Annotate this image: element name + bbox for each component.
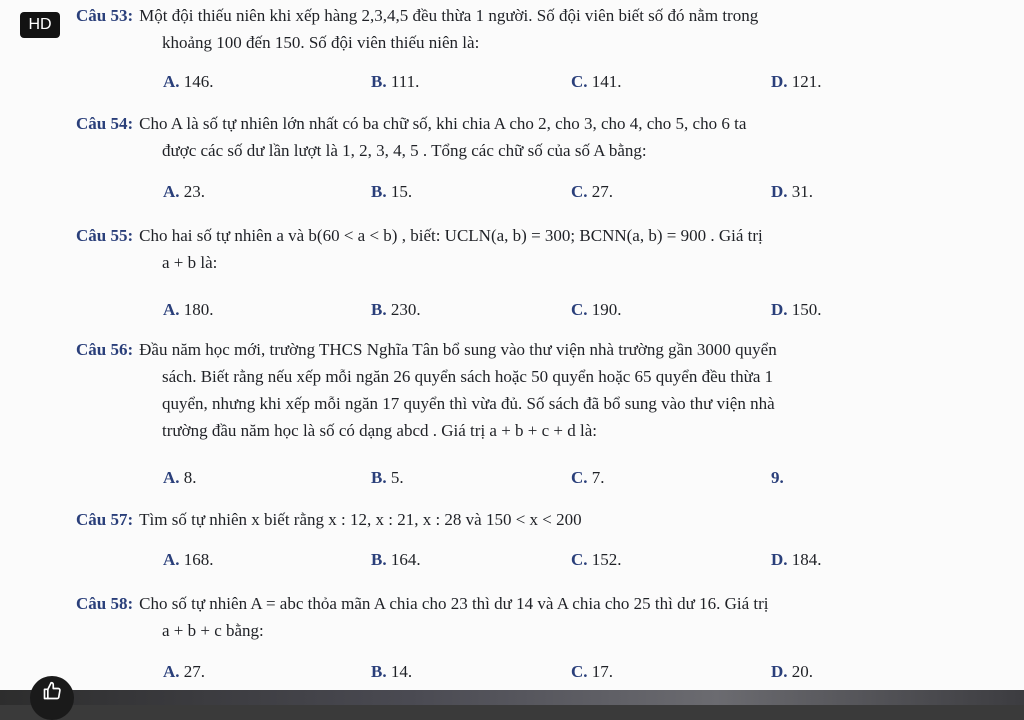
thumbs-up-icon (42, 681, 62, 701)
option-c[interactable]: C. 152. (571, 550, 622, 569)
option-c[interactable]: C. 190. (571, 300, 622, 319)
answer-options-56 (163, 468, 923, 490)
option-d[interactable]: 9. (771, 468, 784, 487)
answer-options-54 (163, 182, 923, 204)
option-b[interactable]: B. 14. (371, 662, 413, 681)
hd-badge: HD (20, 12, 60, 38)
option-d[interactable]: D. 20. (771, 662, 814, 681)
question-text: Cho số tự nhiên A = abc thỏa mãn A chia cho 23 thì dư 14 và A chia cho 25 thì dư 16. Giá trị (139, 594, 769, 613)
option-a[interactable]: A. 23. (163, 182, 206, 201)
option-b[interactable]: B. 15. (371, 182, 413, 201)
question-number: Câu 55: (76, 226, 134, 245)
option-a[interactable]: A. 180. (163, 300, 214, 319)
answer-options-57 (163, 550, 923, 572)
option-a[interactable]: A. 8. (163, 468, 197, 487)
question-54 (76, 110, 981, 164)
option-b[interactable]: B. 230. (371, 300, 421, 319)
like-button[interactable] (30, 676, 74, 720)
option-b[interactable]: B. 5. (371, 468, 404, 487)
question-text: a + b là: (162, 253, 218, 272)
question-text: trường đầu năm học là số có dạng abcd . Giá trị a + b + c + d là: (162, 421, 598, 440)
question-number: Câu 53: (76, 6, 134, 25)
option-c[interactable]: C. 7. (571, 468, 605, 487)
question-53 (76, 2, 981, 56)
question-text: được các số dư lần lượt là 1, 2, 3, 4, 5 . Tổng các chữ số của số A bằng: (162, 141, 647, 160)
question-57 (76, 506, 981, 533)
answer-options-53 (163, 72, 923, 94)
question-number: Câu 58: (76, 594, 134, 613)
question-text: khoảng 100 đến 150. Số đội viên thiếu niên là: (162, 33, 480, 52)
option-a[interactable]: A. 27. (163, 662, 206, 681)
question-text: Một đội thiếu niên khi xếp hàng 2,3,4,5 đều thừa 1 người. Số đội viên biết số đó nằm trong (139, 6, 759, 25)
option-d[interactable]: D. 121. (771, 72, 822, 91)
answer-options-58 (163, 662, 923, 684)
option-c[interactable]: C. 141. (571, 72, 622, 91)
option-c[interactable]: C. 27. (571, 182, 614, 201)
question-text: Cho A là số tự nhiên lớn nhất có ba chữ số, khi chia A cho 2, cho 3, cho 4, cho 5, cho 6 ta (139, 114, 747, 133)
question-text: Cho hai số tự nhiên a và b(60 < a < b) , biết: UCLN(a, b) = 300; BCNN(a, b) = 900 . Giá trị (139, 226, 763, 245)
option-a[interactable]: A. 168. (163, 550, 214, 569)
option-a[interactable]: A. 146. (163, 72, 214, 91)
option-d[interactable]: D. 184. (771, 550, 822, 569)
question-55 (76, 222, 981, 276)
question-58 (76, 590, 981, 644)
question-text: sách. Biết rằng nếu xếp mỗi ngăn 26 quyển sách hoặc 50 quyển hoặc 65 quyển đều thừa 1 (162, 367, 774, 386)
question-text: Tìm số tự nhiên x biết rằng x : 12, x : 21, x : 28 và 150 < x < 200 (139, 510, 582, 529)
question-number: Câu 56: (76, 340, 134, 359)
option-b[interactable]: B. 164. (371, 550, 421, 569)
option-d[interactable]: D. 31. (771, 182, 814, 201)
bottom-bar (0, 690, 1024, 705)
answer-options-55 (163, 300, 923, 322)
question-text: quyển, nhưng khi xếp mỗi ngăn 17 quyển thì vừa đủ. Số sách đã bổ sung vào thư viện nhà (162, 394, 775, 413)
option-c[interactable]: C. 17. (571, 662, 614, 681)
question-number: Câu 57: (76, 510, 134, 529)
option-d[interactable]: D. 150. (771, 300, 822, 319)
question-number: Câu 54: (76, 114, 134, 133)
question-text: Đầu năm học mới, trường THCS Nghĩa Tân bổ sung vào thư viện nhà trường gần 3000 quyển (139, 340, 777, 359)
question-56 (76, 336, 981, 444)
option-b[interactable]: B. 111. (371, 72, 420, 91)
question-text: a + b + c bằng: (162, 621, 264, 640)
